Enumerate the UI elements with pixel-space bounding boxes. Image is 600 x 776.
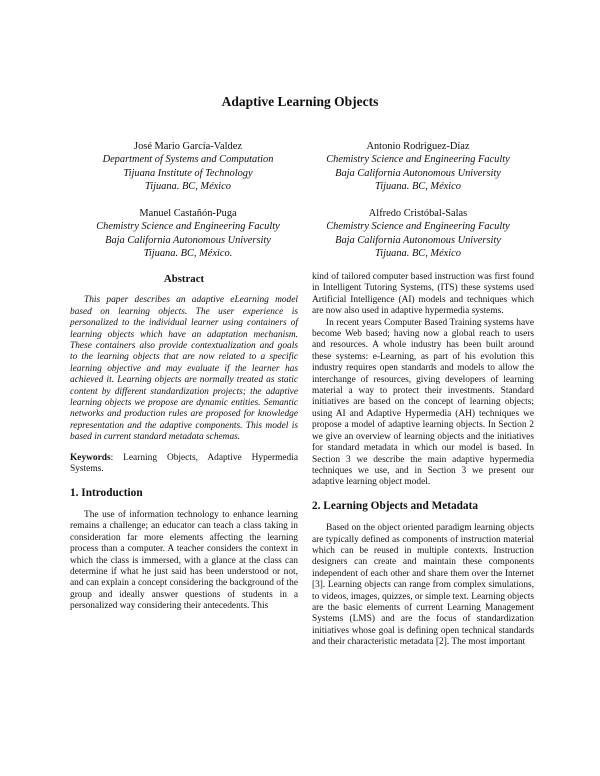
author-department: Chemistry Science and Engineering Faculty (326, 221, 510, 233)
author-name: Alfredo Cristóbal-Salas (368, 208, 468, 219)
author-name: Antonio Rodriguez-Díaz (366, 141, 470, 152)
left-column (70, 272, 298, 613)
author-block-4 (302, 207, 534, 261)
author-department: Department of Systems and Computation (102, 154, 274, 166)
keywords-text: : Learning Objects, Adaptive Hypermedia Systems. (70, 452, 298, 475)
right-column (312, 272, 534, 649)
author-block-2 (302, 140, 534, 194)
author-block-1 (70, 140, 306, 194)
author-department: Chemistry Science and Engineering Faculty (96, 221, 280, 233)
section-1-paragraph-1: The use of information technology to enhance learning remains a challenge; an educator can teach a class taking in consideration far more elements affecting the learning process than a computer. A teacher considers the context in which the class is immersed, with a glance at the class can determine if what he just said has been understood or not, and can explain a concept considering the background of the group and ideally answer questions of students in a personalized way considering their antecedents. This (70, 509, 298, 612)
author-institution: Baja California Autonomous University (105, 234, 271, 246)
paper-title: Adaptive Learning Objects (221, 94, 379, 109)
section-2-paragraph-1: Based on the object oriented paradigm learning objects are typically defined as components of instruction material which can be reused in multiple contexts. Instruction designers can create and maintain these components independent of each other and share them over the Internet [3]. Learning objects can range from complex simulations, to videos, images, quizzes, or simple text. Learning objects are the basic elements of current Learning Management Systems (LMS) and are the focus of standardization initiatives whose goal is defining open technical standards and their characteristic metadata [2]. The most important (312, 523, 534, 648)
section-1-heading: 1. Introduction (70, 486, 143, 499)
author-location: Tijuana. BC, México. (143, 248, 233, 260)
section-2-heading: 2. Learning Objects and Metadata (312, 499, 478, 512)
author-institution: Tijuana Institute of Technology (123, 167, 253, 179)
section-1-paragraph-2: In recent years Computer Based Training systems have become Web based; having now a global reach to users and resources. A whole industry has been built around these systems: e-Learning, as part of his evolution this industry requires open standards and models to allow the interchange of resources, giving developers of learning material a way to protect their investments. Standard initiatives are based on the concept of learning objects; using AI and Adaptive Hypermedia (AH) techniques we propose a model of adaptive learning objects. In Section 2 we give an overview of learning objects and the initiatives for standard metadata in which our model is based. In Section 3 we describe the main adaptive hypermedia techniques we use, and in Section 3 we present our adaptive learning object model. (312, 317, 534, 488)
abstract-body: This paper describes an adaptive eLearning model based on learning objects. The user experience is personalized to the individual learner using containers of learning objects which have an adaptation mechanism. These containers also provide contextualization and goals to the learning objects that are now related to a specific learning objective and may evaluate if the learner has achieved it. Learning objects are normally treated as static content by different standardization projects; the adaptive learning objects we propose are dynamic entities. Semantic networks and production rules are proposed for knowledge representation and the adaptive components. This model is based in current standard metadata schemas. (70, 295, 298, 443)
author-institution: Baja California Autonomous University (335, 167, 501, 179)
author-location: Tijuana. BC, México (374, 248, 461, 260)
abstract-heading: Abstract (163, 273, 205, 285)
author-name: José Mario García-Valdez (134, 141, 242, 152)
author-institution: Baja California Autonomous University (335, 234, 501, 246)
author-department: Chemistry Science and Engineering Faculty (326, 154, 510, 166)
keywords-label: Keywords (70, 452, 111, 463)
section-1-paragraph-1-continued: kind of tailored computer based instruction was first found in Intelligent Tutoring Systems, (ITS) these systems used Artificial Intelligence (AI) models and techniques which are now also used in adaptive hypermedia systems. (312, 272, 534, 317)
section-spacer (312, 489, 534, 501)
author-location: Tijuana. BC, México (374, 181, 461, 193)
author-name: Manuel Castañón-Puga (139, 208, 237, 219)
keywords (70, 453, 298, 476)
author-block-3 (70, 207, 306, 261)
author-location: Tijuana. BC, México (144, 181, 231, 193)
